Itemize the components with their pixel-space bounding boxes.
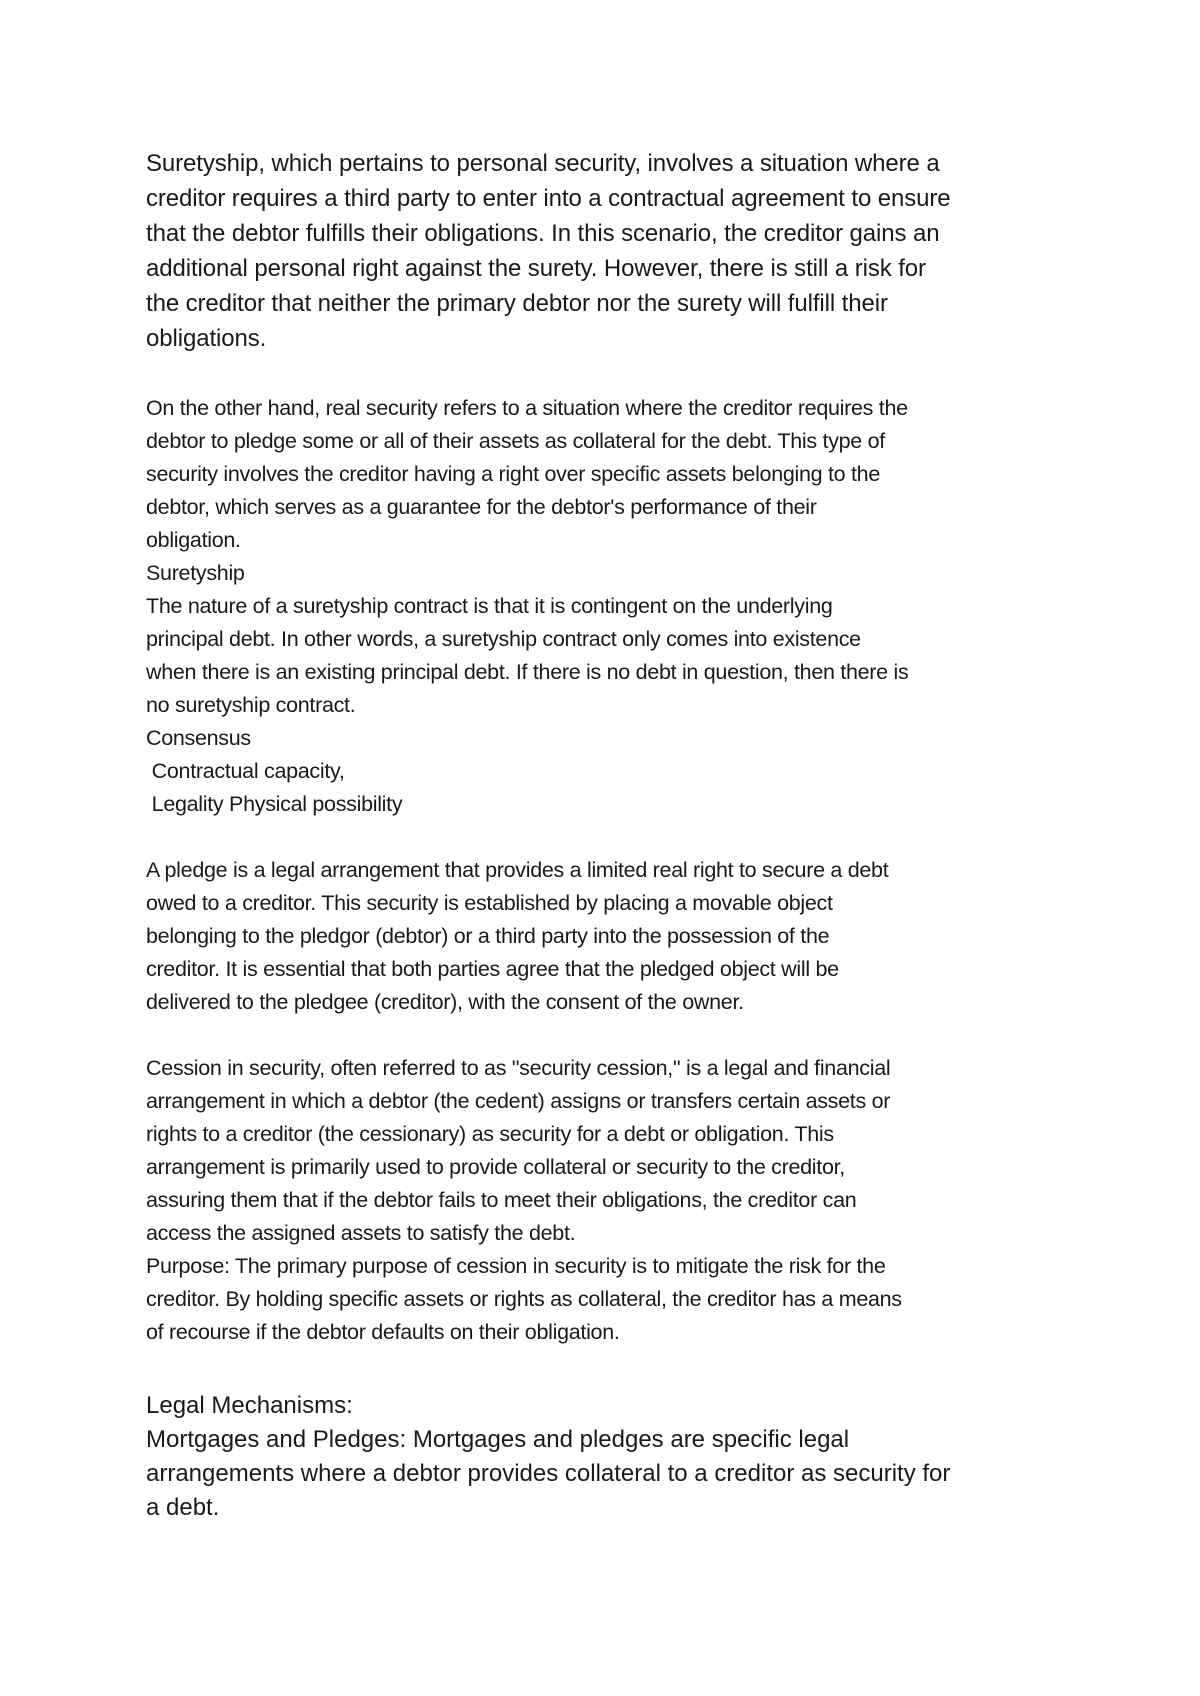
text-line: rights to a creditor (the cessionary) as security for a debt or obligation. This <box>146 1122 834 1146</box>
text-line: belonging to the pledgor (debtor) or a third party into the possession of the <box>146 924 830 948</box>
text-line: Cession in security, often referred to as "security cession," is a legal and financial <box>146 1056 891 1080</box>
document-content <box>146 146 1066 1525</box>
paragraph-cession <box>146 1052 1066 1349</box>
text-line: Suretyship, which pertains to personal security, involves a situation where a <box>146 150 940 177</box>
text-line: Consensus <box>146 726 251 750</box>
section-heading: Legal Mechanisms: <box>146 1392 353 1419</box>
text-line: the creditor that neither the primary debtor nor the surety will fulfill their <box>146 290 888 317</box>
paragraph-legal-mechanisms <box>146 1389 1066 1525</box>
text-line: no suretyship contract. <box>146 693 356 717</box>
text-line: debtor, which serves as a guarantee for the debtor's performance of their <box>146 495 817 519</box>
text-line: creditor requires a third party to enter into a contractual agreement to ensure <box>146 185 951 212</box>
paragraph-suretyship-intro <box>146 146 1066 356</box>
text-line: arrangements where a debtor provides collateral to a creditor as security for <box>146 1460 951 1487</box>
text-line: delivered to the pledgee (creditor), with the consent of the owner. <box>146 990 744 1014</box>
text-line: principal debt. In other words, a suretyship contract only comes into existence <box>146 627 861 651</box>
text-line: when there is an existing principal debt. If there is no debt in question, then there is <box>146 660 909 684</box>
text-line: On the other hand, real security refers to a situation where the creditor requires the <box>146 396 908 420</box>
paragraph-real-security <box>146 392 1066 821</box>
text-line: Mortgages and Pledges: Mortgages and pledges are specific legal <box>146 1426 850 1453</box>
text-line: Purpose: The primary purpose of cession in security is to mitigate the risk for the <box>146 1254 886 1278</box>
text-line: creditor. By holding specific assets or rights as collateral, the creditor has a means <box>146 1287 902 1311</box>
text-line: access the assigned assets to satisfy the debt. <box>146 1221 576 1245</box>
text-line: obligation. <box>146 528 241 552</box>
text-line: debtor to pledge some or all of their assets as collateral for the debt. This type of <box>146 429 885 453</box>
paragraph-pledge <box>146 854 1066 1019</box>
text-line: arrangement in which a debtor (the cedent) assigns or transfers certain assets or <box>146 1089 891 1113</box>
text-line: Contractual capacity, <box>146 759 345 783</box>
text-line: owed to a creditor. This security is established by placing a movable object <box>146 891 833 915</box>
text-line: creditor. It is essential that both parties agree that the pledged object will be <box>146 957 839 981</box>
text-line: a debt. <box>146 1494 220 1521</box>
text-line: A pledge is a legal arrangement that provides a limited real right to secure a debt <box>146 858 889 882</box>
text-line: security involves the creditor having a right over specific assets belonging to the <box>146 462 880 486</box>
text-line: The nature of a suretyship contract is that it is contingent on the underlying <box>146 594 833 618</box>
text-line: additional personal right against the surety. However, there is still a risk for <box>146 255 926 282</box>
text-line: assuring them that if the debtor fails to meet their obligations, the creditor can <box>146 1188 857 1212</box>
text-line: Suretyship <box>146 561 245 585</box>
text-line: obligations. <box>146 325 267 352</box>
text-line: Legality Physical possibility <box>146 792 403 816</box>
text-line: that the debtor fulfills their obligations. In this scenario, the creditor gains an <box>146 220 940 247</box>
text-line: arrangement is primarily used to provide collateral or security to the creditor, <box>146 1155 845 1179</box>
text-line: of recourse if the debtor defaults on their obligation. <box>146 1320 620 1344</box>
